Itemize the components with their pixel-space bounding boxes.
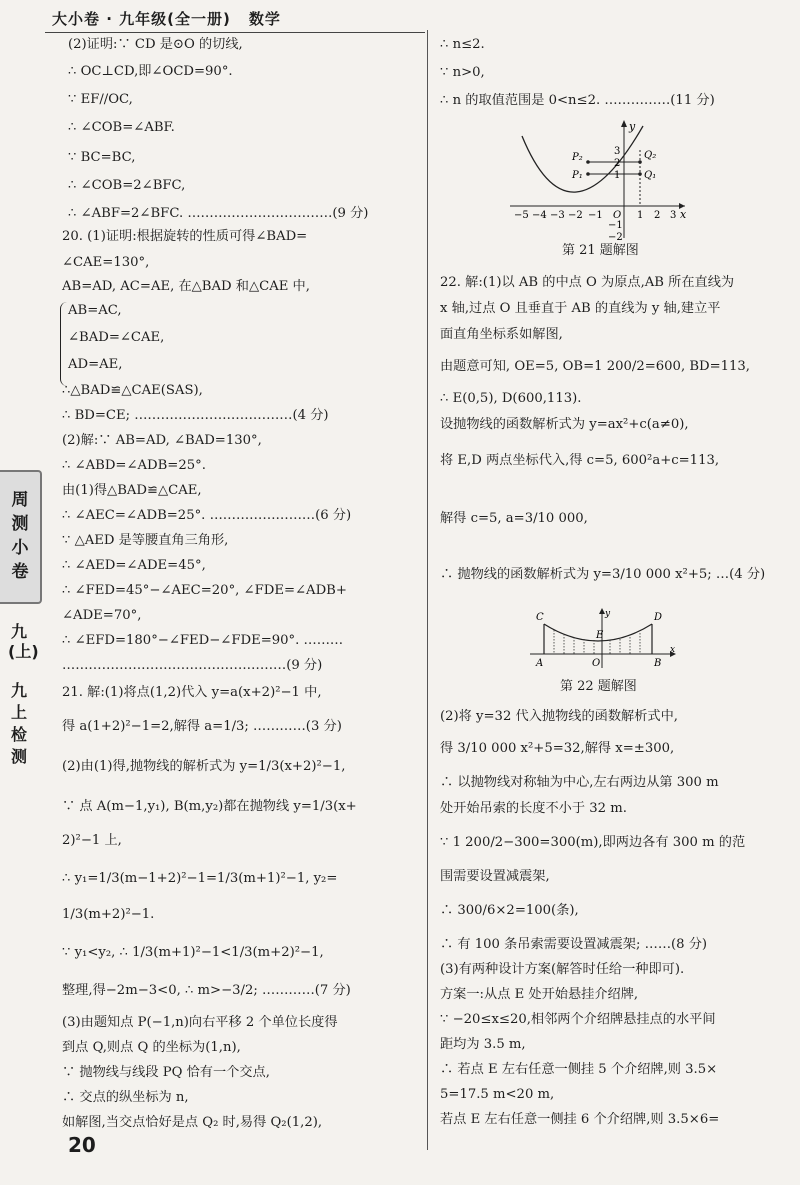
text-line: 设抛物线的函数解析式为 y=ax²+c(a≠0), bbox=[440, 417, 689, 432]
label-a: A bbox=[536, 658, 544, 669]
x-tick: 2 bbox=[654, 210, 661, 221]
text-line: 解得 c=5, a=3/10 000, bbox=[440, 511, 588, 526]
text-line: ∴ OC⊥CD,即∠OCD=90°. bbox=[68, 64, 233, 79]
point-q2 bbox=[638, 160, 642, 164]
text-line: 如解图,当交点恰好是点 Q₂ 时,易得 Q₂(1,2), bbox=[62, 1115, 323, 1130]
point-p2 bbox=[586, 160, 590, 164]
x-tick: −4 bbox=[532, 210, 547, 221]
text-line: 距均为 3.5 m, bbox=[440, 1037, 526, 1052]
label-q2: Q₂ bbox=[644, 150, 657, 161]
text-line: ∴ ∠ABF=2∠BFC. ……………………………(9 分) bbox=[68, 206, 369, 221]
x-tick: −5 bbox=[514, 210, 529, 221]
text-line: (2)由(1)得,抛物线的解析式为 y=1/3(x+2)²−1, bbox=[62, 759, 346, 774]
text-line: ∴ 抛物线的函数解析式为 y=3/10 000 x²+5; …(4 分) bbox=[440, 567, 766, 582]
label-b: B bbox=[654, 658, 662, 669]
text-line: ∴ ∠COB=2∠BFC, bbox=[68, 178, 186, 193]
text-line: ∴ y₁=1/3(m−1+2)²−1=1/3(m+1)²−1, y₂= bbox=[62, 871, 338, 886]
y-tick: 3 bbox=[614, 146, 621, 157]
label-x: x bbox=[680, 208, 687, 221]
text-line: ∴ 300/6×2=100(条), bbox=[440, 903, 579, 918]
text-line: 5=17.5 m<20 m, bbox=[440, 1087, 555, 1102]
point-p1 bbox=[586, 172, 590, 176]
point-q1 bbox=[638, 172, 642, 176]
text-line: 由(1)得△BAD≌△CAE, bbox=[62, 483, 202, 498]
page-number: 20 bbox=[68, 1133, 96, 1157]
side-grade: 九(上) bbox=[8, 622, 39, 661]
text-line: ∵ y₁<y₂, ∴ 1/3(m+1)²−1<1/3(m+2)²−1, bbox=[62, 945, 324, 960]
label-origin: O bbox=[613, 210, 622, 221]
question-20-intro: 20. (1)证明:根据旋转的性质可得∠BAD= bbox=[62, 229, 308, 244]
text-line: ∴ 以抛物线对称轴为中心,左右两边从第 300 m bbox=[440, 775, 719, 790]
text-line: ∴ 有 100 条吊索需要设置减震架; ……(8 分) bbox=[440, 937, 708, 952]
label-y: y bbox=[605, 609, 611, 619]
figure-21-graph bbox=[510, 118, 690, 243]
x-tick: −2 bbox=[568, 210, 583, 221]
text-line: (3)有两种设计方案(解答时任给一种即可). bbox=[440, 962, 685, 977]
text-line: ∴ ∠AEC=∠ADB=25°. ……………………(6 分) bbox=[62, 508, 352, 523]
text-line: 得 a(1+2)²−1=2,解得 a=1/3; …………(3 分) bbox=[62, 719, 342, 734]
text-line: ∵ 1 200/2−300=300(m),即两边各有 300 m 的范 bbox=[440, 835, 746, 850]
text-line: ∵ 点 A(m−1,y₁), B(m,y₂)都在抛物线 y=1/3(x+ bbox=[62, 799, 357, 814]
text-line: AB=AC, bbox=[68, 303, 122, 318]
text-line: ∴ ∠ABD=∠ADB=25°. bbox=[62, 458, 206, 473]
text-line: AD=AE, bbox=[68, 357, 123, 372]
label-c: C bbox=[536, 612, 544, 623]
figure-22-caption: 第 22 题解图 bbox=[560, 679, 637, 694]
text-line: ∴△BAD≌△CAE(SAS), bbox=[62, 383, 203, 398]
y-tick: −2 bbox=[608, 232, 623, 243]
question-22-intro: 22. 解:(1)以 AB 的中点 O 为原点,AB 所在直线为 bbox=[440, 275, 735, 290]
text-line: ∴ ∠COB=∠ABF. bbox=[68, 120, 175, 135]
text-line: ∴ BD=CE; ………………………………(4 分) bbox=[62, 408, 329, 423]
text-line: ∠BAD=∠CAE, bbox=[68, 330, 165, 345]
text-line: ∵ n>0, bbox=[440, 65, 485, 80]
text-line: ∵ 抛物线与线段 PQ 恰有一个交点, bbox=[62, 1065, 270, 1080]
text-line: ∴ ∠FED=45°−∠AEC=20°, ∠FDE=∠ADB+ bbox=[62, 583, 347, 598]
text-line: 2)²−1 上, bbox=[62, 833, 122, 848]
label-o: O bbox=[592, 658, 601, 669]
text-line: 方案一:从点 E 处开始悬挂介绍牌, bbox=[440, 987, 639, 1002]
page-header bbox=[52, 8, 281, 29]
text-line: 围需要设置减震架, bbox=[440, 869, 550, 884]
text-line: ∵ BC=BC, bbox=[68, 150, 136, 165]
text-line: 将 E,D 两点坐标代入,得 c=5, 600²a+c=113, bbox=[440, 453, 720, 468]
text-line: ∠CAE=130°, bbox=[62, 255, 150, 270]
subject-label: 数学 bbox=[248, 10, 281, 28]
text-line: 若点 E 左右任意一侧挂 6 个介绍牌,则 3.5×6= bbox=[440, 1112, 720, 1127]
column-divider bbox=[427, 30, 428, 1150]
text-line: (3)由题知点 P(−1,n)向右平移 2 个单位长度得 bbox=[62, 1015, 338, 1030]
x-tick: −3 bbox=[550, 210, 565, 221]
x-tick: −1 bbox=[588, 210, 603, 221]
book-title: 大小卷 · 九年级(全一册) bbox=[52, 10, 231, 28]
side-label: 九上检测 bbox=[10, 681, 27, 766]
label-x: x bbox=[670, 645, 676, 655]
label-d: D bbox=[654, 612, 663, 623]
text-line: (2)将 y=32 代入抛物线的函数解析式中, bbox=[440, 709, 678, 724]
x-tick: 1 bbox=[637, 210, 644, 221]
text-line: (2)解:∵ AB=AD, ∠BAD=130°, bbox=[62, 433, 262, 448]
text-line: (2)证明:∵ CD 是⊙O 的切线, bbox=[68, 37, 243, 52]
text-line: ∴ n≤2. bbox=[440, 37, 485, 52]
text-line: ∴ E(0,5), D(600,113). bbox=[440, 391, 582, 406]
y-tick: 1 bbox=[614, 170, 621, 181]
header-rule bbox=[45, 32, 425, 33]
text-line: 得 3/10 000 x²+5=32,解得 x=±300, bbox=[440, 741, 675, 756]
text-line: ……………………………………………(9 分) bbox=[62, 658, 323, 673]
text-line: ∵ −20≤x≤20,相邻两个介绍牌悬挂点的水平间 bbox=[440, 1012, 716, 1027]
text-line: ∵ △AED 是等腰直角三角形, bbox=[62, 533, 229, 548]
side-tab-label: 周测小卷 bbox=[11, 490, 29, 582]
text-line: ∴ 交点的纵坐标为 n, bbox=[62, 1090, 189, 1105]
text-line: ∴ n 的取值范围是 0<n≤2. ……………(11 分) bbox=[440, 93, 715, 108]
label-p2: P₂ bbox=[572, 152, 583, 163]
text-line: AB=AD, AC=AE, 在△BAD 和△CAE 中, bbox=[62, 279, 310, 294]
figure-21-caption: 第 21 题解图 bbox=[562, 243, 639, 258]
text-line: ∴ ∠EFD=180°−∠FED−∠FDE=90°. ……… bbox=[62, 633, 344, 648]
text-line: 整理,得−2m−3<0, ∴ m>−3/2; …………(7 分) bbox=[62, 983, 351, 998]
text-line: 处开始吊索的长度不小于 32 m. bbox=[440, 801, 627, 816]
text-line: ∴ ∠AED=∠ADE=45°, bbox=[62, 558, 206, 573]
question-21-intro: 21. 解:(1)将点(1,2)代入 y=a(x+2)²−1 中, bbox=[62, 685, 322, 700]
text-line: 到点 Q,则点 Q 的坐标为(1,n), bbox=[62, 1040, 241, 1055]
text-line: 面直角坐标系如解图, bbox=[440, 327, 563, 342]
text-line: 1/3(m+2)²−1. bbox=[62, 907, 155, 922]
label-e: E bbox=[596, 630, 604, 641]
label-q1: Q₁ bbox=[644, 170, 657, 181]
text-line: ∠ADE=70°, bbox=[62, 608, 142, 623]
side-tab bbox=[0, 470, 42, 604]
figure-22-bridge bbox=[530, 608, 680, 670]
text-line: ∵ EF//OC, bbox=[68, 92, 133, 107]
text-line: ∴ 若点 E 左右任意一侧挂 5 个介绍牌,则 3.5× bbox=[440, 1062, 718, 1077]
label-y: y bbox=[629, 120, 636, 133]
y-axis-arrow bbox=[621, 120, 627, 127]
text-line: x 轴,过点 O 且垂直于 AB 的直线为 y 轴,建立平 bbox=[440, 301, 721, 316]
label-p1: P₁ bbox=[572, 170, 583, 181]
y-tick: −1 bbox=[608, 220, 623, 231]
text-line: 由题意可知, OE=5, OB=1 200/2=600, BD=113, bbox=[440, 359, 751, 374]
x-tick: 3 bbox=[670, 210, 677, 221]
y-tick: 2 bbox=[614, 158, 621, 169]
